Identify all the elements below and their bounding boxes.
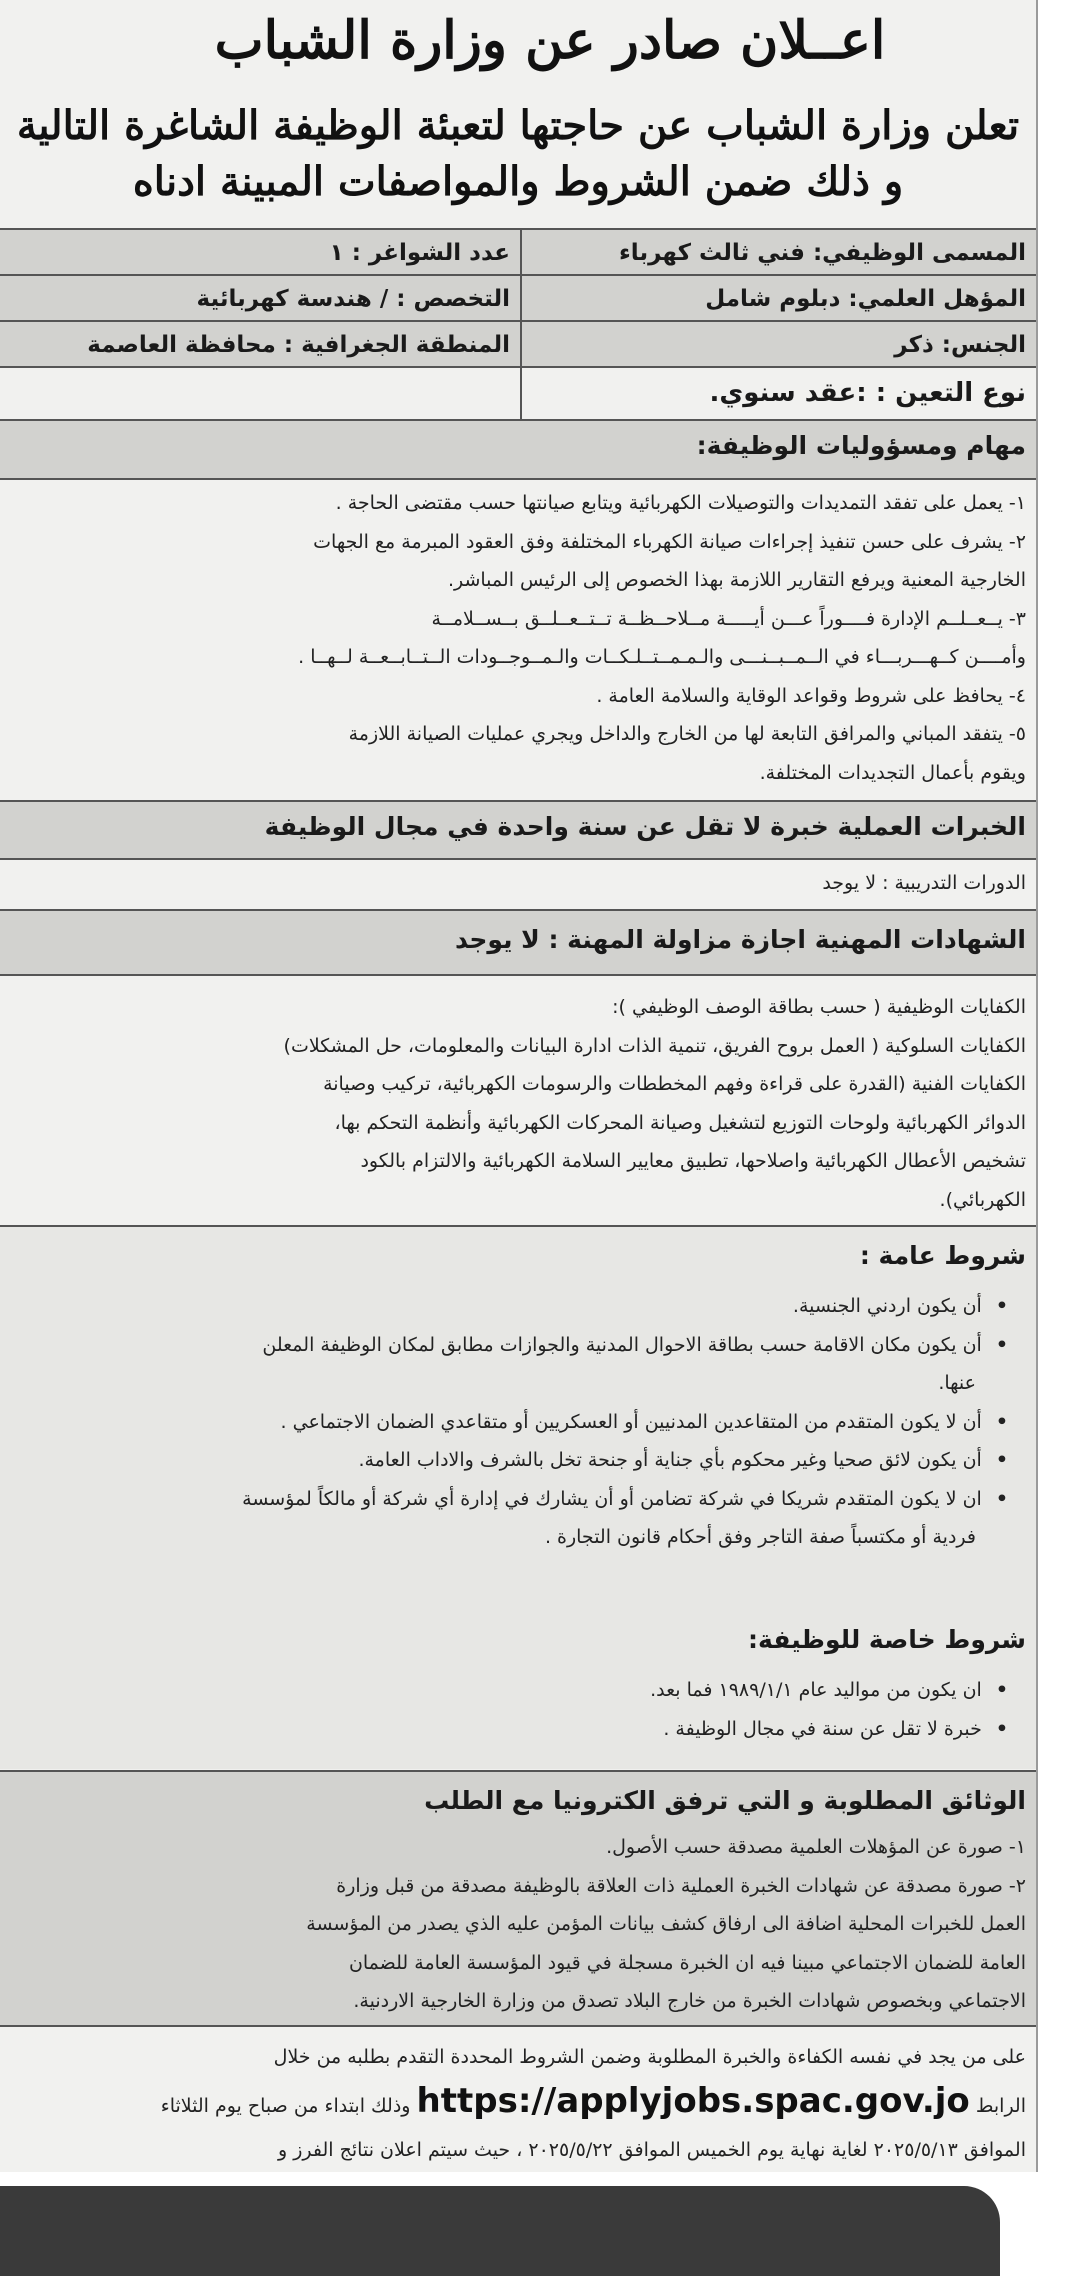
document-line: العمل للخبرات المحلية اضافة الى ارفاق كشف بيانات المؤمن عليه الذي يصدر من المؤسسة: [306, 1913, 1026, 1935]
table-row-qualification: [0, 274, 1036, 321]
closing-line-1: على من يجد في نفسه الكفاءة والخبرة المطلوبة وضمن الشروط المحددة التقدم بطلبه من خلال: [273, 2046, 1026, 2068]
duty-line: ٣- يــعــلــم الإدارة فــــوراً عـــن أيـــــة مــلاحــظــة تــتــعــلــق بــســلامــة: [431, 607, 1026, 630]
certificates-text: الشهادات المهنية اجازة مزاولة المهنة : لا يوجد: [454, 925, 1026, 954]
empty-cell: [0, 368, 522, 420]
duty-line: ٢- يشرف على حسن تنفيذ إجراءات صيانة الكهرباء المختلفة وفق العقود المبرمة مع الجهات: [313, 530, 1026, 553]
document-line: ١- صورة عن المؤهلات العلمية مصدقة حسب الأصول.: [606, 1836, 1026, 1858]
document-line: ٢- صورة مصدقة عن شهادات الخبرة العملية ذات العلاقة بالوظيفة مصدقة من قبل وزارة: [336, 1874, 1026, 1897]
announcement-title: اعــلان صادر عن وزارة الشباب: [214, 10, 886, 71]
certificates-row: [0, 909, 1036, 975]
document-line: العامة للضمان الاجتماعي مبينا فيه ان الخبرة مسجلة في قيود المؤسسة العامة للضمان: [348, 1951, 1026, 1974]
list-item: فردية أو مكتسباً صفة التاجر وفق أحكام قانون التجارة .: [544, 1526, 976, 1548]
bottom-strip: [0, 2172, 1070, 2186]
table-row-appointment: [0, 366, 1036, 420]
link-suffix: وذلك ابتداء من صباح يوم الثلاثاء: [160, 2095, 411, 2117]
competencies-text: [4, 988, 1026, 1219]
closing-text: [4, 2035, 1026, 2172]
special-conditions-heading: شروط خاصة للوظيفة:: [748, 1625, 1026, 1654]
specialization-cell: التخصص : / هندسة كهربائية: [0, 276, 522, 321]
duty-line: ويقوم بأعمال التجديدات المختلفة.: [759, 761, 1026, 784]
duty-line: وأمــــن كــهـــربـــاء في الــمــبــنـــى والـمـمــتــلـكــات والـمــوجــودات الــتــابــعــة لــهــا .: [298, 646, 1026, 668]
bottom-overlay-bar: [0, 2186, 1000, 2276]
duties-heading: مهام ومسؤوليات الوظيفة:: [696, 431, 1026, 460]
list-item: • ان لا يكون المتقدم شريكا في شركة تضامن أو أن يشارك في إدارة أي شركة أو مالكاً لمؤسسة: [4, 1480, 1008, 1519]
list-item: • ان يكون من مواليد عام ١٩٨٩/١/١ فما بعد.: [4, 1671, 1008, 1710]
general-conditions-heading: شروط عامة :: [859, 1241, 1026, 1270]
appointment-type-cell: نوع التعين : :عقد سنوي.: [709, 378, 1026, 408]
duty-line: ٥- يتفقد المباني والمرافق التابعة لها من الخارج والداخل ويجري عمليات الصيانة اللازمة: [348, 723, 1026, 745]
document-line: الاجتماعي وبخصوص شهادات الخبرة من خارج البلاد تصدق من وزارة الخارجية الاردنية.: [353, 1990, 1026, 2012]
documents-section: [0, 1770, 1036, 2026]
job-title-cell: المسمى الوظيفي: فني ثالث كهرباء: [619, 240, 1026, 266]
duties-text: [4, 484, 1026, 792]
experience-text: الخبرات العملية خبرة لا تقل عن سنة واحدة في مجال الوظيفة: [264, 812, 1026, 841]
general-conditions-section: [0, 1225, 1036, 1622]
duties-section: [0, 478, 1036, 801]
competency-line: الكفايات السلوكية ( العمل بروح الفريق، تنمية الذات ادارة البيانات والمعلومات، حل المشكلات): [283, 1034, 1026, 1057]
competency-line: الكهربائي).: [939, 1188, 1026, 1211]
link-prefix: الرابط: [975, 2095, 1026, 2117]
announcement-subtitle-2: و ذلك ضمن الشروط والمواصفات المبينة ادناه: [132, 158, 904, 205]
list-item: • أن يكون اردني الجنسية.: [4, 1287, 1008, 1326]
documents-list: [4, 1828, 1026, 2021]
gender-cell: الجنس: ذكر: [894, 332, 1026, 358]
documents-heading: الوثائق المطلوبة و التي ترفق الكترونيا مع الطلب: [424, 1786, 1026, 1815]
duty-line: ١- يعمل على تفقد التمديدات والتوصيلات الكهربائية ويتابع صيانتها حسب مقتضى الحاجة .: [335, 492, 1026, 514]
region-cell: المنطقة الجغرافية : محافظة العاصمة: [0, 322, 522, 367]
closing-line-2: [4, 2079, 1026, 2128]
closing-line-3: الموافق ٢٠٢٥/٥/١٣ لغاية نهاية يوم الخميس الموافق ٢٠٢٥/٥/٢٢ ، حيث سيتم اعلان نتائج الفرز و: [278, 2139, 1026, 2161]
announcement-subtitle-1: تعلن وزارة الشباب عن حاجتها لتعبئة الوظيفة الشاغرة التالية: [16, 102, 1020, 149]
list-item: • أن يكون لائق صحيا وغير محكوم بأي جناية أو جنحة تخل بالشرف والاداب العامة.: [4, 1441, 1008, 1480]
special-conditions-section: [0, 1621, 1036, 1769]
list-item: • خبرة لا تقل عن سنة في مجال الوظيفة .: [4, 1710, 1008, 1749]
special-conditions-list: [4, 1671, 1008, 1748]
competencies-section: [0, 974, 1036, 1226]
competency-line: الكفايات الفنية (القدرة على قراءة وفهم المخططات والرسومات الكهربائية، تركيب وصيانة: [323, 1073, 1026, 1095]
duty-line: الخارجية المعنية ويرفع التقارير اللازمة بهذا الخصوص إلى الرئيس المباشر.: [447, 569, 1026, 591]
table-row-job-title: [0, 228, 1036, 275]
vacancies-cell: عدد الشواغر : ١: [0, 230, 522, 275]
competency-line: الدوائر الكهربائية ولوحات التوزيع لتشغيل وصيانة المحركات الكهربائية وأنظمة التحكم بها،: [334, 1111, 1026, 1134]
duties-header: [0, 419, 1036, 479]
table-row-gender: [0, 320, 1036, 367]
apply-url-link[interactable]: https://applyjobs.spac.gov.jo: [416, 2081, 970, 2121]
list-item: عنها.: [938, 1372, 976, 1394]
qualification-cell: المؤهل العلمي: دبلوم شامل: [705, 286, 1026, 312]
competency-line: تشخيص الأعطال الكهربائية واصلاحها، تطبيق معايير السلامة الكهربائية والالتزام بالكود: [360, 1150, 1026, 1172]
general-conditions-list: [4, 1287, 1008, 1557]
training-row: [0, 858, 1036, 910]
closing-section: [0, 2025, 1036, 2172]
experience-row: [0, 800, 1036, 859]
duty-line: ٤- يحافظ على شروط وقواعد الوقاية والسلامة العامة .: [596, 684, 1026, 707]
list-item: • أن يكون مكان الاقامة حسب بطاقة الاحوال المدنية والجوازات مطابق لمكان الوظيفة المعلن: [4, 1326, 1008, 1365]
competency-line: الكفايات الوظيفية ( حسب بطاقة الوصف الوظيفي ):: [612, 996, 1026, 1018]
training-text: الدورات التدريبية : لا يوجد: [822, 872, 1026, 894]
list-item: • أن لا يكون المتقدم من المتقاعدين المدنيين أو العسكريين أو متقاعدي الضمان الاجتماعي .: [4, 1403, 1008, 1442]
